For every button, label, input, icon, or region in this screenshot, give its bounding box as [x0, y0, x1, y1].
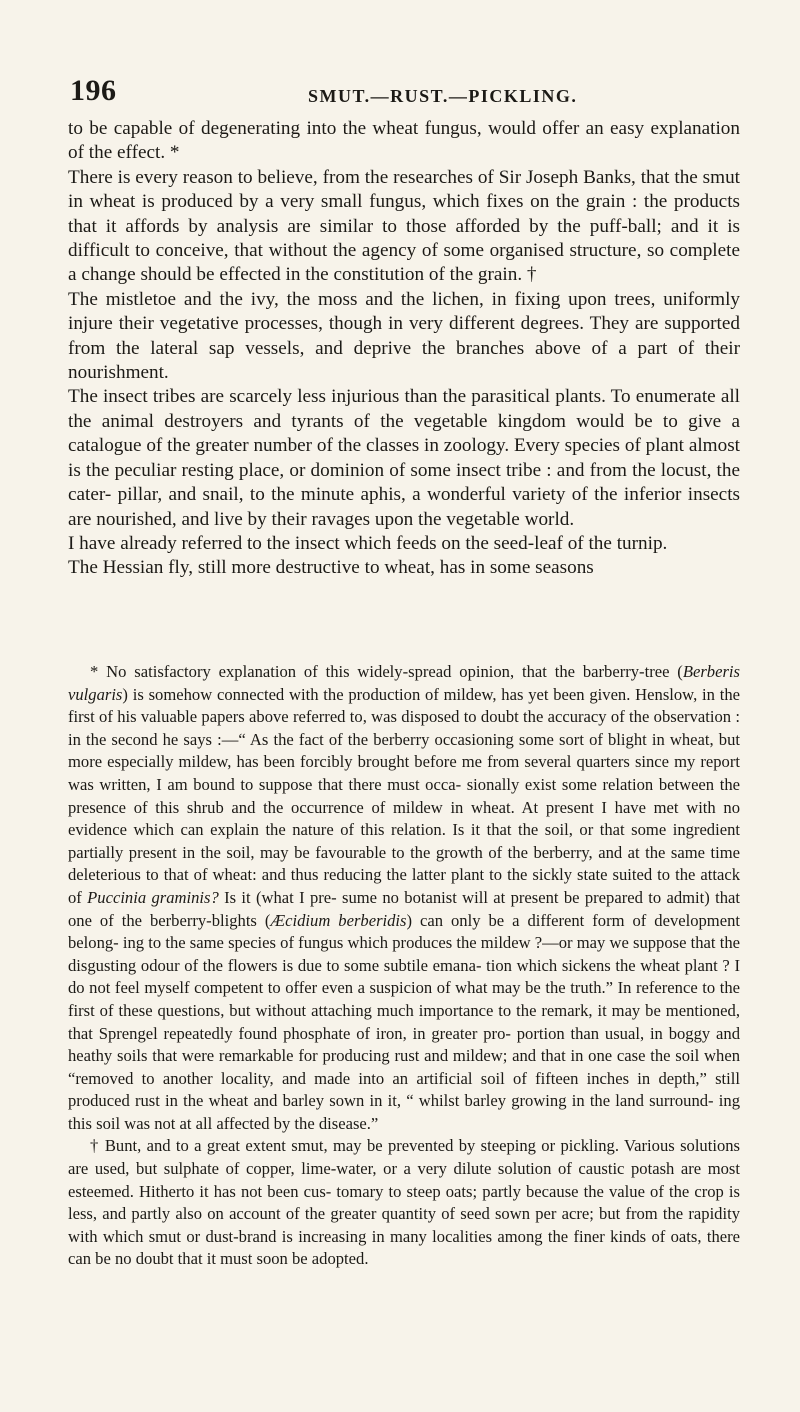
paragraph-continuation: to be capable of degenerating into the wheat fungus, would offer an easy explanation of the effect. *: [68, 118, 740, 164]
paragraph-smut: There is every reason to believe, from the researches of Sir Joseph Banks, that the smut in wheat is produced by a very small fungus, which fixes on the grain : the products that it affords by analysis are similar to those afforded by the puff-ball; and it is difficult to conceive, that without the agency of some organised structure, so complete a change should be effected in the constitution of the grain. †: [68, 166, 740, 286]
footnote-barberry: * No satisfactory explanation of this widely-spread opinion, that the barberry-tree (Berberis vulgaris) is somehow connected with the production of mildew, has yet been given. Henslow, in the first of his valuable papers above referred to, was disposed to doubt the accuracy of the observation : in the second he says :—“ As the fact of the berberry occasioning some sort of blight in wheat, but more especially mildew, has been forcibly brought before me from several quarters since my report was written, I am bound to suppose that there must occa- sionally exist some relation between the presence of this shrub and the occurrence of mildew in wheat. At present I have met with no evidence which can explain the nature of this relation. Is it that the soil, or that some ingredient partially present in the soil, may be favourable to the growth of the berberry, and at the same time deleterious to that of wheat: and thus reducing the latter plant to the sickly state suited to the attack of Puccinia graminis? Is it (what I pre- sume no botanist will at present be prepared to admit) that one of the berberry-blights (Æcidium berberidis) can only be a different form of development belong- ing to the same species of fungus which produces the mildew ?—or may we suppose that the disgusting odour of the flowers is due to some subtile emana- tion which sickens the wheat plant ? I do not feel myself competent to offer even a suspicion of what may be the truth.” In reference to the first of these questions, but without attaching much importance to the remark, it may be mentioned, that Sprengel repeatedly found phosphate of iron, in greater pro- portion than usual, in boggy and heathy soils that were remarkable for producing rust and mildew; and that in one case the soil when “removed to another locality, and made into an artificial soil of fifteen inches in depth,” still produced rust in the wheat and barley sown in it, “ whilst barley growing in the land surround- ing this soil was not at all affected by the disease.”: [68, 662, 740, 1133]
footnote-bunt: † Bunt, and to a great extent smut, may be prevented by steeping or pickling. Various solutions are used, but sulphate of copper, lime-water, or a very dilute solution of caustic potash are most esteemed. Hitherto it has not been cus- tomary to steep oats; partly because the value of the crop is less, and partly also on account of the greater quantity of seed sown per acre; but from the rapidity with which smut or dust-brand is increasing in many localities among the finer kinds of oats, there can be no doubt that it must soon be adopted.: [68, 1136, 740, 1269]
footnote-marker-dagger: †: [90, 1136, 100, 1156]
paragraph-hessian-fly: The Hessian fly, still more destructive to wheat, has in some seasons: [68, 557, 594, 579]
species-aecidium: Æcidium berberidis: [270, 910, 407, 930]
page-header: [68, 74, 738, 114]
species-berberis: Berberis vulgaris: [68, 662, 740, 704]
footnotes: [68, 661, 740, 1271]
paragraph-turnip: I have already referred to the insect which feeds on the seed-leaf of the turnip.: [68, 532, 668, 554]
page-number: 196: [70, 74, 117, 107]
body-text: [68, 117, 740, 581]
species-puccinia: Puccinia graminis?: [87, 887, 219, 907]
footnote-marker-asterisk: *: [90, 662, 99, 681]
paragraph-mistletoe: The mistletoe and the ivy, the moss and the lichen, in fixing upon trees, uniformly injure their vegetative processes, though in very different degrees. They are supported from the lateral sap vessels, and deprive the branches above of a part of their nourishment.: [68, 288, 740, 384]
paragraph-insects: The insect tribes are scarcely less injurious than the parasitical plants. To enumerate all the animal destroyers and tyrants of the vegetable kingdom would be to give a catalogue of the greater number of the classes in zoology. Every species of plant almost is the peculiar resting place, or dominion of some insect tribe : and from the locust, the cater- pillar, and snail, to the minute aphis, a wonderful variety of the inferior insects are nourished, and live by their ravages upon the vegetable world.: [68, 386, 740, 530]
running-head: SMUT.—RUST.—PICKLING.: [308, 86, 578, 106]
